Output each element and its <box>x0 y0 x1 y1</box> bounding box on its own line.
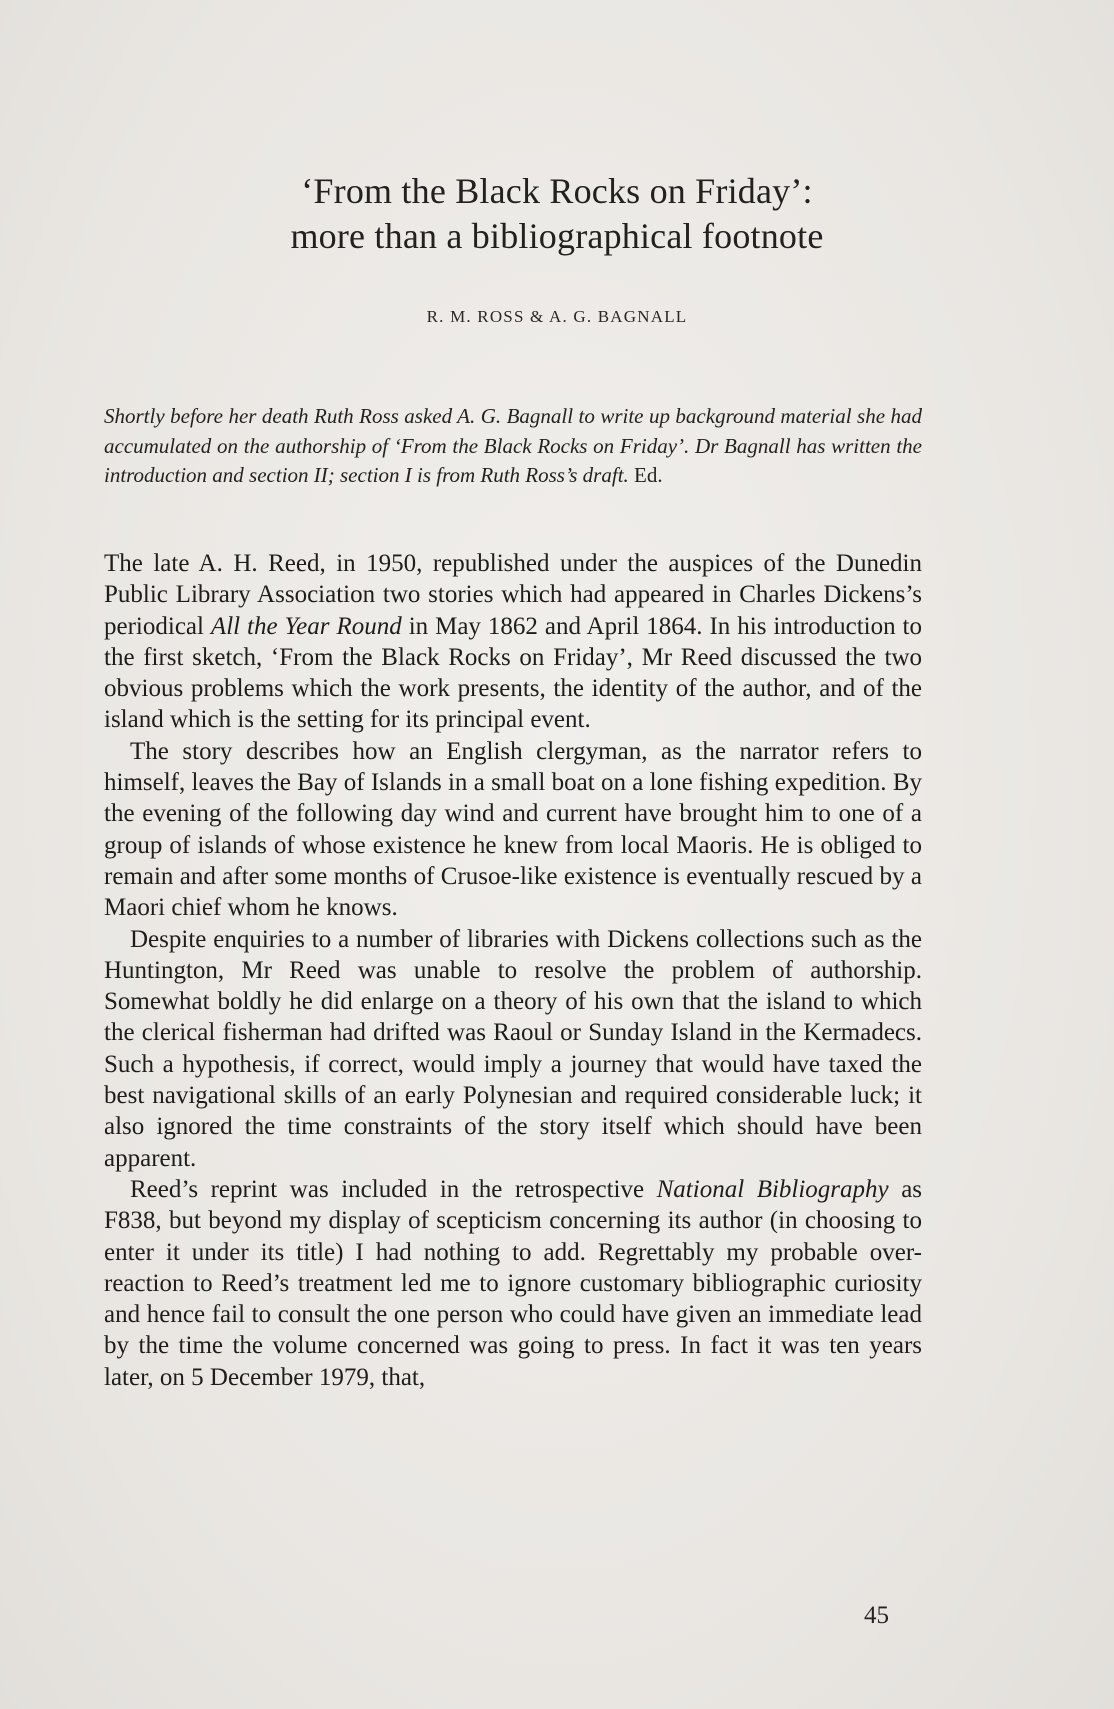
paragraph-4-tail: as F838, but beyond my display of scepticism concerning its author (in choosing to enter it under its title) I had nothing to add. Regrettably my probable over-reaction to Reed’s treatment led me to ignore customary bibliographic curiosity and hence fail to consult the one person who could have given an immediate lead by the time the volume concerned was going to press. In fact it was ten years later, on 5 December 1979, that, <box>104 1175 923 1391</box>
paragraph-3: Despite enquiries to a number of libraries with Dickens collections such as the Huntington, Mr Reed was unable to resolve the problem of authorship. Somewhat boldly he did enlarge on a theory of his own that the island to which the clerical fisherman had drifted was Raoul or Sunday Island in the Kermadecs. Such a hypothesis, if correct, would imply a journey that would have taxed the best navigational skills of an early Polynesian and required considerable luck; it also ignored the time constraints of the story itself which should have been apparent. <box>104 925 922 1172</box>
article-authors: R. M. ROSS & A. G. BAGNALL <box>426 307 688 326</box>
paragraph-2: The story describes how an English clergyman, as the narrator refers to himself, leaves the Bay of Islands in a small boat on a lone fishing expedition. By the evening of the following day wind and current have brought him to one of a group of islands of whose existence he knew from local Maoris. He is obliged to remain and after some months of Crusoe-like existence is eventually rescued by a Maori chief whom he knows. <box>104 737 922 922</box>
paragraph-1 <box>104 548 922 736</box>
periodical-title: All the Year Round <box>210 612 402 640</box>
abstract-text: Shortly before her death Ruth Ross asked A. G. Bagnall to write up background material she had accumulated on the authorship of ‘From the Black Rocks on Friday’. Dr Bagnall has written the introduction and section II; section I is from Ruth Ross’s draft. <box>104 404 922 487</box>
article-body <box>104 548 922 1393</box>
bibliography-title: National Bibliography <box>656 1175 889 1203</box>
article-title-line-1: ‘From the Black Rocks on Friday’: <box>301 171 813 211</box>
abstract-editor-mark: Ed. <box>634 463 663 487</box>
editorial-abstract <box>104 402 922 491</box>
paragraph-1-text: The late A. H. Reed, in 1950, republished under the auspices of the Dunedin Public Library Association two stories which had appeared in Charles Dickens’s periodical <box>104 550 922 640</box>
paragraph-4-head: Reed’s reprint was included in the retrospective <box>130 1175 645 1203</box>
paragraph-4 <box>104 1174 922 1393</box>
page-number: 45 <box>864 1602 889 1629</box>
paragraph-1-tail: in May 1862 and April 1864. In his introduction to the first sketch, ‘From the Black Rocks on Friday’, Mr Reed discussed the two obvious problems which the work presents, the identity of the author, and of the island which is the setting for its principal event. <box>104 612 922 734</box>
article-title-line-2: more than a bibliographical footnote <box>290 216 824 256</box>
